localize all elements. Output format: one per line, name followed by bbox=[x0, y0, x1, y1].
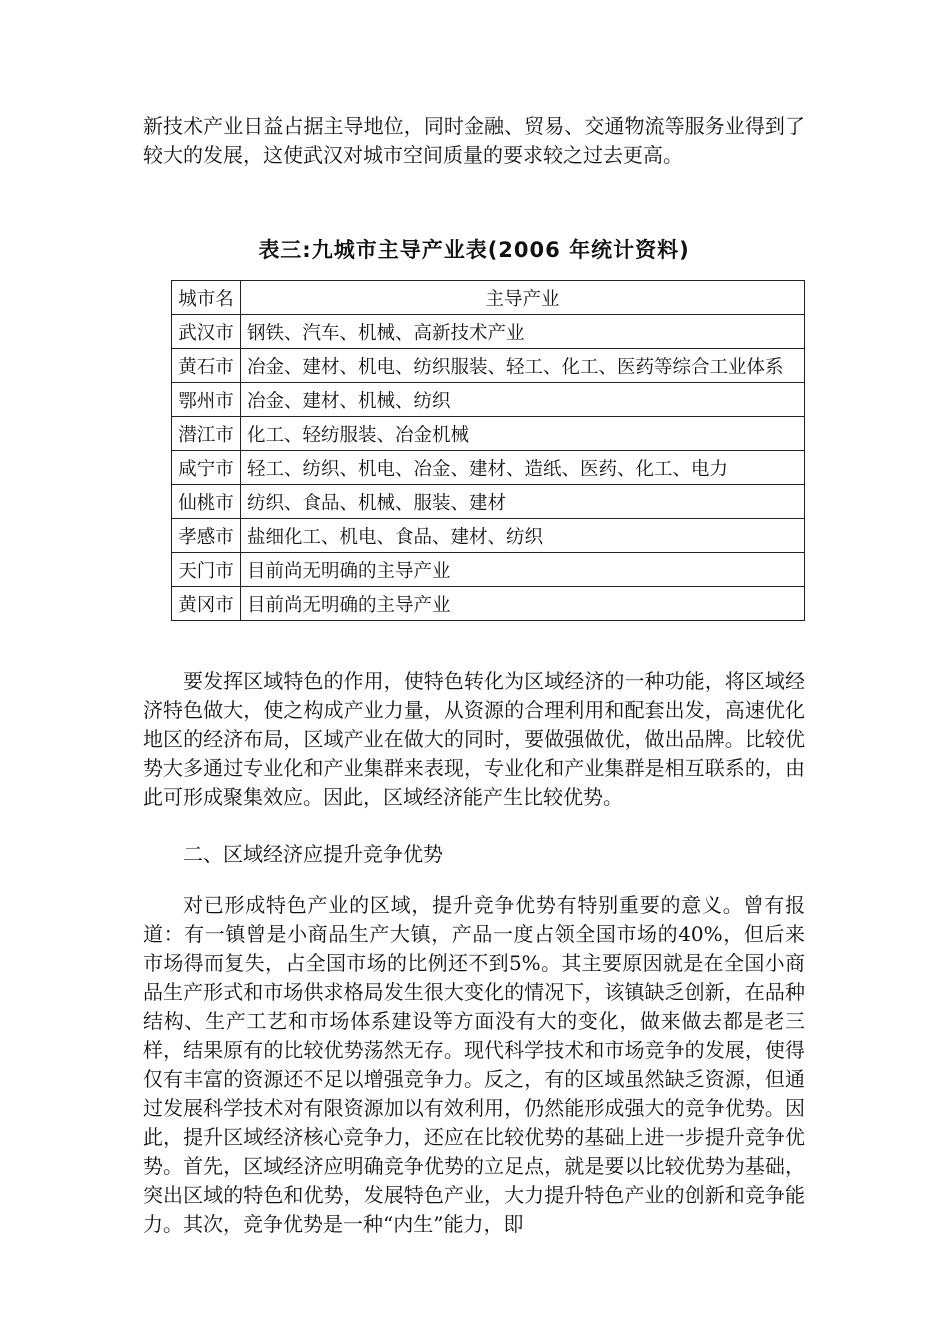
header-industry: 主导产业 bbox=[241, 281, 805, 315]
table-row bbox=[172, 417, 805, 451]
table-row bbox=[172, 451, 805, 485]
city-cell: 黄冈市 bbox=[172, 587, 241, 621]
paragraph-competitive-advantage: 对已形成特色产业的区域，提升竞争优势有特别重要的意义。曾有报道：有一镇曾是小商品生产大镇，产品一度占领全国市场的40%，但后来市场得而复失，占全国市场的比例还不到5%。其主要原因就是在全国小商品生产形式和市场供求格局发生很大变化的情况下，该镇缺乏创新，在品种结构、生产工艺和市场体系建设等方面没有大的变化，做来做去都是老三样，结果原有的比较优势荡然无存。现代科学技术和市场竞争的发展，使得仅有丰富的资源还不足以增强竞争力。反之，有的区域虽然缺乏资源，但通过发展科学技术对有限资源加以有效利用，仍然能形成强大的竞争优势。因此，提升区域经济核心竞争力，还应在比较优势的基础上进一步提升竞争优势。首先，区域经济应明确竞争优势的立足点，就是要以比较优势为基础，突出区域的特色和优势，发展特色产业，大力提升特色产业的创新和竞争能力。其次，竞争优势是一种“内生”能力，即 bbox=[143, 893, 805, 1236]
city-cell: 鄂州市 bbox=[172, 383, 241, 417]
body-text bbox=[143, 667, 805, 1239]
table-row bbox=[172, 349, 805, 383]
city-cell: 武汉市 bbox=[172, 315, 241, 349]
industry-cell: 冶金、建材、机械、纺织 bbox=[241, 383, 805, 417]
table-title: 表三:九城市主导产业表(2006 年统计资料) bbox=[258, 238, 690, 262]
city-cell: 咸宁市 bbox=[172, 451, 241, 485]
table-row bbox=[172, 315, 805, 349]
table-row bbox=[172, 587, 805, 621]
header-city: 城市名 bbox=[172, 281, 241, 315]
industry-cell: 冶金、建材、机电、纺织服装、轻工、化工、医药等综合工业体系 bbox=[241, 349, 805, 383]
table-header-row bbox=[172, 281, 805, 315]
table-row bbox=[172, 383, 805, 417]
table-row bbox=[172, 519, 805, 553]
paragraph-regional-features: 要发挥区域特色的作用，使特色转化为区域经济的一种功能，将区域经济特色做大，使之构成产业力量，从资源的合理利用和配套出发，高速优化地区的经济布局，区域产业在做大的同时，要做强做优，做出品牌。比较优势大多通过专业化和产业集群来表现，专业化和产业集群是相互联系的，由此可形成聚集效应。因此，区域经济能产生比较优势。 bbox=[143, 669, 805, 809]
document-page bbox=[143, 112, 805, 1236]
city-cell: 孝感市 bbox=[172, 519, 241, 553]
city-cell: 天门市 bbox=[172, 553, 241, 587]
industry-cell: 轻工、纺织、机电、冶金、建材、造纸、医药、化工、电力 bbox=[241, 451, 805, 485]
industry-table bbox=[171, 280, 805, 621]
industry-cell: 目前尚无明确的主导产业 bbox=[241, 553, 805, 587]
city-cell: 潜江市 bbox=[172, 417, 241, 451]
intro-paragraph: 新技术产业日益占据主导地位，同时金融、贸易、交通物流等服务业得到了较大的发展，这使武汉对城市空间质量的要求较之过去更高。 bbox=[143, 114, 805, 167]
industry-cell: 化工、轻纺服装、冶金机械 bbox=[241, 417, 805, 451]
city-cell: 黄石市 bbox=[172, 349, 241, 383]
city-cell: 仙桃市 bbox=[172, 485, 241, 519]
industry-cell: 盐细化工、机电、食品、建材、纺织 bbox=[241, 519, 805, 553]
industry-cell: 钢铁、汽车、机械、高新技术产业 bbox=[241, 315, 805, 349]
industry-cell: 纺织、食品、机械、服装、建材 bbox=[241, 485, 805, 519]
table-row bbox=[172, 485, 805, 519]
industry-cell: 目前尚无明确的主导产业 bbox=[241, 587, 805, 621]
table-row bbox=[172, 553, 805, 587]
section-heading: 二、区域经济应提升竞争优势 bbox=[183, 842, 443, 866]
